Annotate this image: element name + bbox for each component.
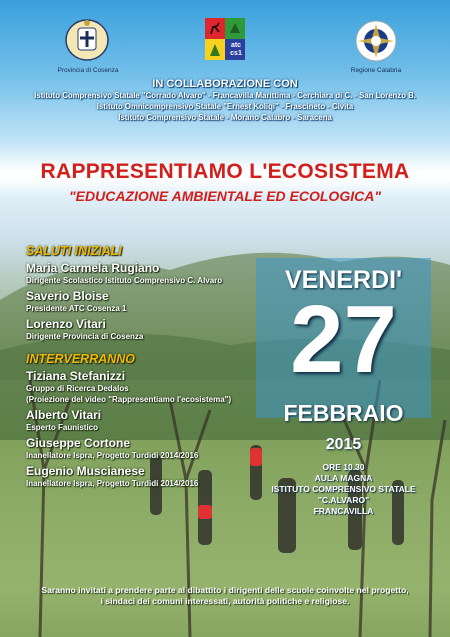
speaker-role: Gruppo di Ricerca Dedalos — [26, 384, 129, 393]
right-logo-caption: Regione Calabria — [350, 67, 402, 74]
event-school: ISTITUTO COMPRENSIVO STATALE — [271, 484, 416, 494]
greeting-name: Lorenzo Vitari — [26, 317, 106, 331]
regione-calabria-emblem-icon — [355, 20, 397, 62]
greeting-name: Saverio Bloise — [26, 289, 109, 303]
poster-subtitle: "EDUCAZIONE AMBIENTALE ED ECOLOGICA" — [69, 188, 381, 204]
left-logo-caption: Provincia di Cosenza — [57, 67, 119, 74]
speakers-column — [26, 244, 266, 492]
greeting-name: Maria Carmela Rugiano — [26, 261, 160, 275]
speakers-heading: INTERVERRANNO — [26, 352, 136, 366]
greeting-role: Presidente ATC Cosenza 1 — [26, 304, 127, 313]
speaker-role: Inanellatore Ispra, Progetto Turdidi 2014/2016 — [26, 451, 199, 460]
collaboration-line: Istituto Omnicomprensivo Statale "Ernest Koliqi" - Frascineto - Civita — [96, 102, 354, 111]
logo-bar — [0, 18, 450, 78]
greetings-heading: SALUTI INIZIALI — [26, 244, 122, 258]
greeting-role: Dirigente Provincia di Cosenza — [26, 332, 144, 341]
event-time: ORE 10.30 — [322, 462, 365, 472]
greeting-role: Dirigente Scolastico Istituto Comprensivo C. Alvaro — [26, 276, 223, 285]
event-venue — [256, 462, 431, 517]
provincia-cosenza-crest-icon — [64, 18, 110, 62]
event-school-name: "C.ALVARO" — [317, 495, 370, 505]
event-date: 27 — [290, 286, 397, 393]
footer-note — [0, 585, 450, 607]
speaker-name: Giuseppe Cortone — [26, 436, 131, 450]
collaboration-line: Istituto Comprensivo Statale "Corrado Alvaro" - Francavilla Marittima - Cerchiara di C. - San Lorenzo B. — [34, 91, 416, 100]
event-town: FRANCAVILLA — [313, 506, 374, 516]
speaker-name: Alberto Vitari — [26, 408, 102, 422]
collaboration-heading: IN COLLABORAZIONE CON — [152, 78, 298, 90]
collaboration-block — [0, 78, 450, 123]
atc-logo-text: atc cs1 — [230, 42, 242, 57]
speaker-role: Esperto Faunistico — [26, 423, 99, 432]
speaker-name: Tiziana Stefanizzi — [26, 369, 126, 383]
footer-line: i sindaci dei comuni interessati, autorità politiche e religiose. — [100, 596, 350, 606]
speaker-role-note: (Proiezione del video "Rappresentiamo l'ecosistema") — [26, 395, 232, 404]
speaker-role: Inanellatore Ispra, Progetto Turdidi 2014/2016 — [26, 479, 199, 488]
speaker-name: Eugenio Muscianese — [26, 464, 145, 478]
atc-logo — [205, 18, 245, 60]
event-year: 2015 — [325, 436, 362, 453]
footer-line: Saranno invitati a prendere parte al dibattito i dirigenti delle scuole coinvolte nel progetto, — [41, 585, 409, 595]
event-room: AULA MAGNA — [314, 473, 373, 483]
event-day: VENERDI' — [284, 266, 403, 294]
event-month: FEBBRAIO — [283, 400, 404, 426]
collaboration-line: Istituto Comprensivo Statale - Morano Calabro - Saracena — [118, 113, 332, 122]
poster-title: RAPPRESENTIAMO L'ECOSISTEMA — [40, 160, 410, 183]
